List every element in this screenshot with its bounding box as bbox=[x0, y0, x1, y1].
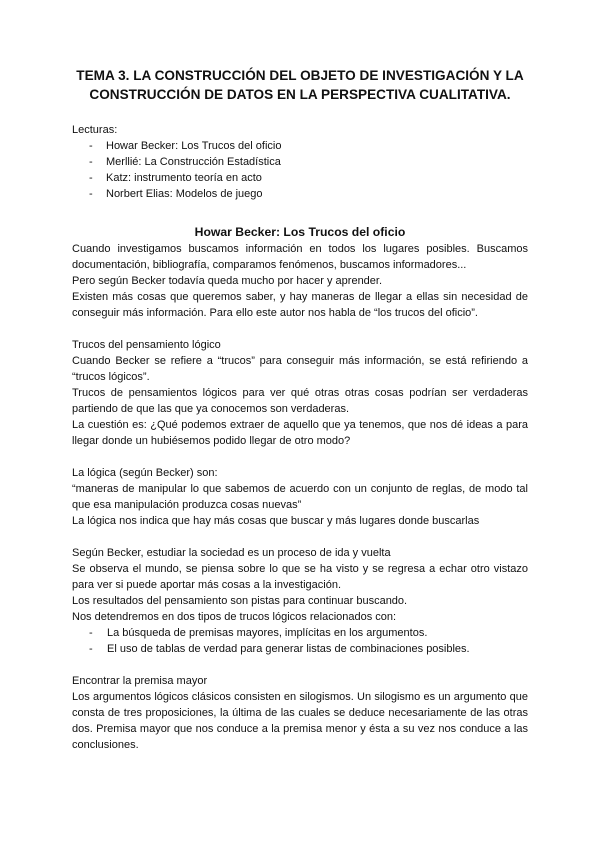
list-item: - El uso de tablas de verdad para generar listas de combinaciones posibles. bbox=[89, 643, 470, 655]
reading-item: - Howar Becker: Los Trucos del oficio bbox=[89, 140, 282, 152]
premisa-paragraph: Los argumentos lógicos clásicos consisten en silogismos. Un silogismo es un argumento que consta de tres proposiciones, la última de las cuales se deduce necesariamente de las otras dos. Premisa mayor que nos conduce a la premisa menor y ésta a su vez nos conduce a las conclusiones. bbox=[72, 691, 528, 751]
readings-list bbox=[72, 138, 528, 202]
list-item: - La búsqueda de premisas mayores, implícitas en los argumentos. bbox=[89, 627, 428, 639]
trucos-paragraph: La cuestión es: ¿Qué podemos extraer de aquello que ya tenemos, que nos dé ideas a para llegar donde un hubiésemos podido llegar de otro modo? bbox=[72, 419, 528, 447]
dash-marker: - bbox=[89, 627, 93, 639]
title-line-1: TEMA 3. LA CONSTRUCCIÓN DEL OBJETO DE INVESTIGACIÓN Y LA bbox=[76, 68, 524, 83]
dash-marker: - bbox=[89, 643, 93, 655]
segun-paragraph: Los resultados del pensamiento son pistas para continuar buscando. bbox=[72, 595, 408, 607]
readings-label: Lecturas: bbox=[72, 124, 118, 136]
logica-heading: La lógica (según Becker) son: bbox=[72, 467, 218, 479]
document-page bbox=[72, 66, 528, 753]
document-title bbox=[72, 66, 528, 104]
intro-paragraph: Pero según Becker todavía queda mucho por hacer y aprender. bbox=[72, 275, 383, 287]
reading-item: - Merllié: La Construcción Estadística bbox=[89, 156, 281, 168]
segun-paragraph: Nos detendremos en dos tipos de trucos lógicos relacionados con: bbox=[72, 611, 397, 623]
trucos-heading: Trucos del pensamiento lógico bbox=[72, 339, 221, 351]
title-line-2: CONSTRUCCIÓN DE DATOS EN LA PERSPECTIVA CUALITATIVA. bbox=[89, 87, 511, 102]
logica-quote: “maneras de manipular lo que sabemos de acuerdo con un conjunto de reglas, de modo tal que esa manipulación produzca cosas nuevas” bbox=[72, 483, 528, 511]
dash-marker: - bbox=[89, 172, 93, 184]
trucos-paragraph: Cuando Becker se refiere a “trucos” para conseguir más información, se está refiriendo a “trucos lógicos”. bbox=[72, 355, 528, 383]
premisa-heading: Encontrar la premisa mayor bbox=[72, 675, 208, 687]
intro-paragraph: Existen más cosas que queremos saber, y hay maneras de llegar a ellas sin necesidad de conseguir más información. Para ello este autor nos habla de “los trucos del oficio”. bbox=[72, 291, 528, 319]
section-title: Howar Becker: Los Trucos del oficio bbox=[194, 225, 406, 239]
intro-paragraph: Cuando investigamos buscamos información en todos los lugares posibles. Buscamos documentación, bibliografía, comparamos fenómenos, buscamos informadores... bbox=[72, 243, 528, 271]
logica-paragraph: La lógica nos indica que hay más cosas que buscar y más lugares donde buscarlas bbox=[72, 515, 480, 527]
dash-marker: - bbox=[89, 156, 93, 168]
dash-marker: - bbox=[89, 140, 93, 152]
trucos-paragraph: Trucos de pensamientos lógicos para ver qué otras otras cosas podrían ser verdaderas partiendo de que las que ya conocemos son verdaderas. bbox=[72, 387, 528, 415]
segun-paragraph: Según Becker, estudiar la sociedad es un proceso de ida y vuelta bbox=[72, 547, 391, 559]
segun-paragraph: Se observa el mundo, se piensa sobre lo que se ha visto y se regresa a echar otro vistazo para ver si puede aportar más cosas a la investigación. bbox=[72, 563, 528, 591]
segun-list bbox=[72, 625, 528, 657]
dash-marker: - bbox=[89, 188, 93, 200]
reading-item: - Katz: instrumento teoría en acto bbox=[89, 172, 262, 184]
reading-item: - Norbert Elias: Modelos de juego bbox=[89, 188, 263, 200]
